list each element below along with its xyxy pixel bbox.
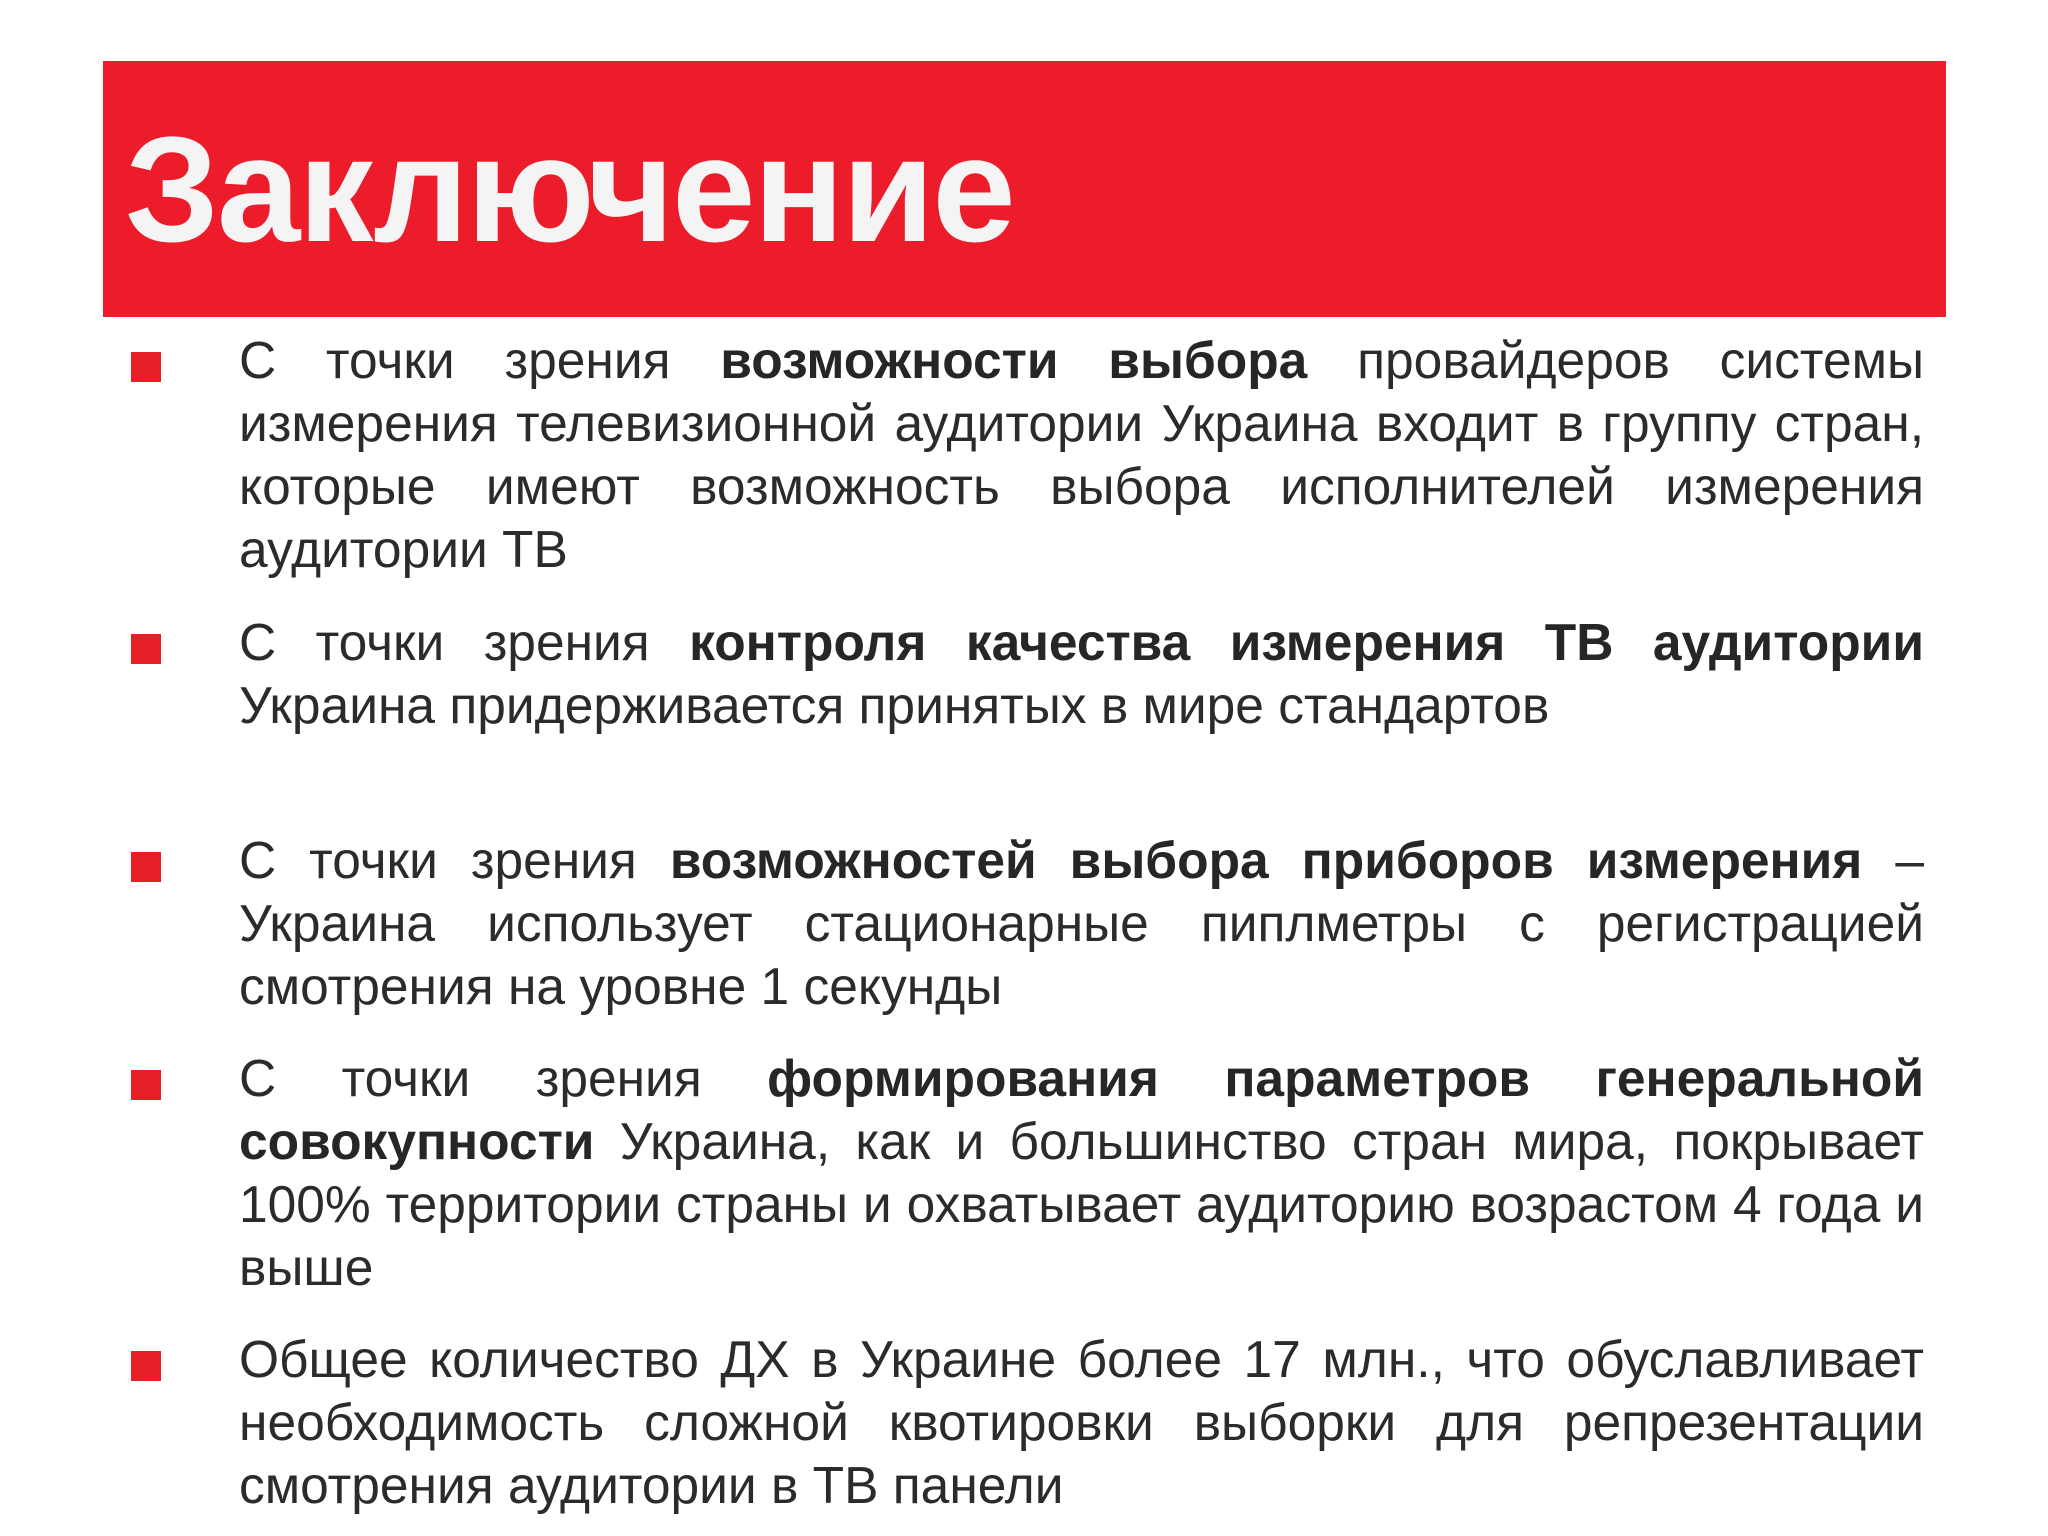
bullet-text	[239, 1047, 1924, 1299]
slide-title: Заключение	[125, 105, 1014, 273]
bullet-text-regular: – Украина использует стационарные пиплметры с регистрацией смотрения на уровне 1 секунды	[239, 831, 1924, 1015]
bullet-text	[239, 329, 1924, 581]
bullet-text	[239, 1328, 1924, 1517]
square-bullet-icon	[131, 1070, 161, 1100]
bullet-text-bold: формирования параметров генеральной совокупности	[239, 1049, 1925, 1170]
bullet-text	[239, 829, 1924, 1018]
bullet-text	[239, 611, 1924, 737]
bullet-text-regular: С точки зрения	[239, 1049, 768, 1107]
bullet-text-regular: С точки зрения	[239, 331, 721, 389]
bullet-text-regular: С точки зрения	[239, 613, 690, 671]
bullet-text-bold: возможности выбора	[720, 331, 1308, 389]
bullet-text-regular: провайдеров системы измерения телевизионной аудитории Украина входит в группу стран, которые имеют возможность выбора исполнителей измерения аудитории ТВ	[239, 331, 1925, 578]
bullet-text-regular: С точки зрения	[239, 831, 670, 889]
square-bullet-icon	[131, 852, 161, 882]
square-bullet-icon	[131, 1351, 161, 1381]
square-bullet-icon	[131, 352, 161, 382]
bullet-text-regular: Общее количество ДХ в Украине более 17 млн., что обуславливает необходимость сложной квотировки выборки для репрезентации смотрения аудитории в ТВ панели	[239, 1330, 1924, 1514]
square-bullet-icon	[131, 634, 161, 664]
bullet-text-bold: контроля качества измерения ТВ аудитории	[689, 613, 1924, 671]
bullet-text-regular: Украина придерживается принятых в мире стандартов	[239, 676, 1550, 734]
bullet-text-bold: возможностей выбора приборов измерения	[669, 831, 1863, 889]
bullet-text-regular: Украина, как и большинство стран мира, покрывает 100% территории страны и охватывает аудиторию возрастом 4 года и выше	[239, 1112, 1924, 1296]
